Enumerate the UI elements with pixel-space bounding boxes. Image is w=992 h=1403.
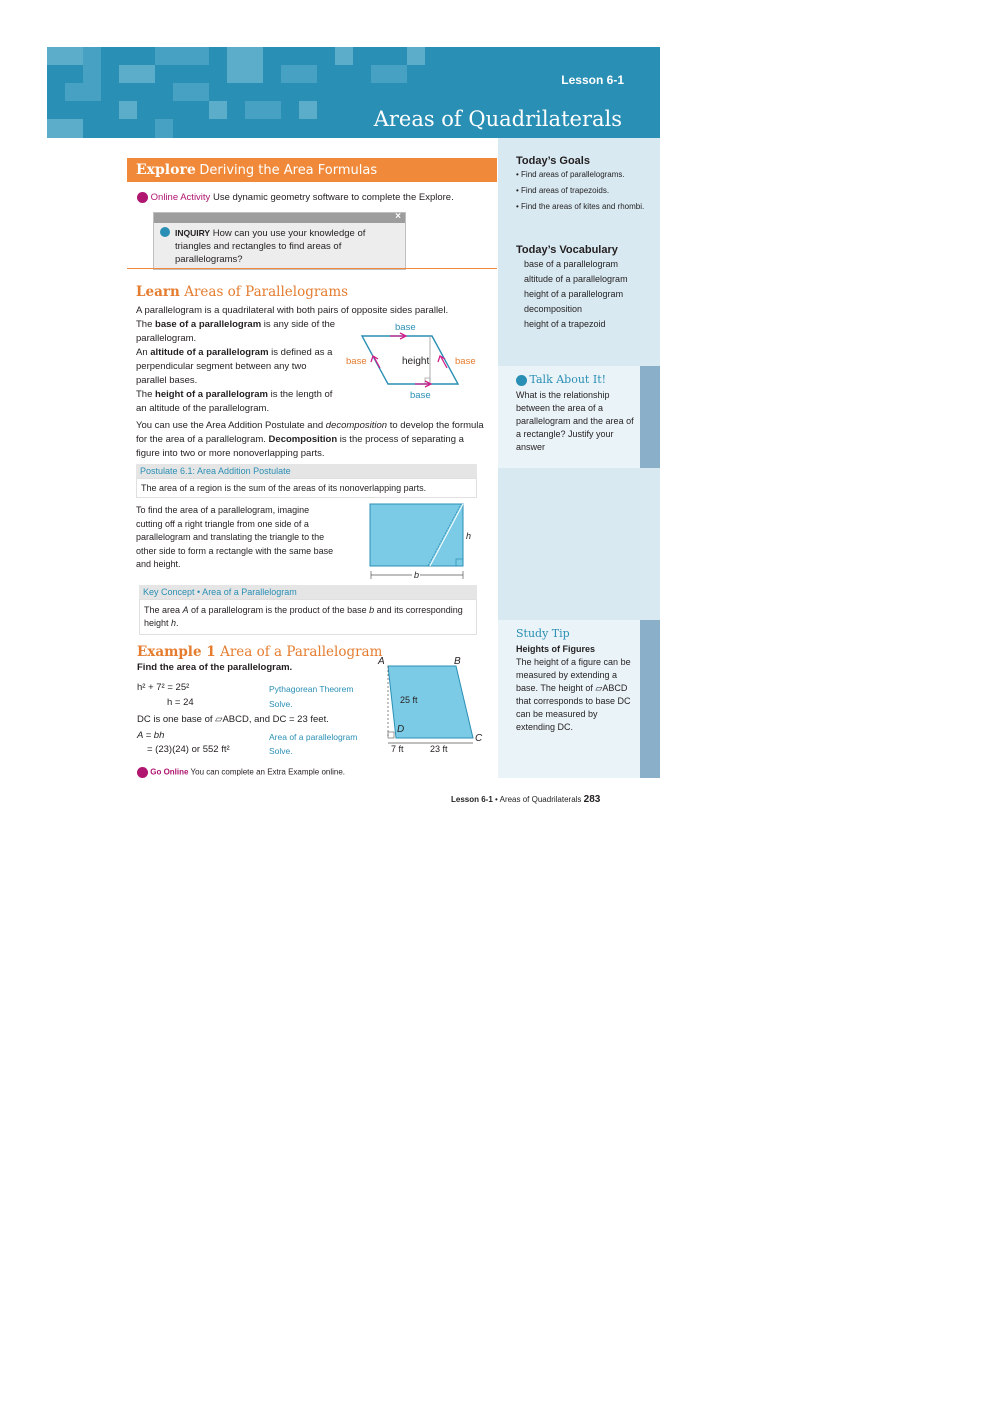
explore-label: Explore xyxy=(136,162,196,178)
example-solution xyxy=(137,681,387,757)
label-b: b xyxy=(414,570,420,580)
solution-step: h² + 7² = 25² Pythagorean Theorem xyxy=(137,682,354,694)
label-base-left: base xyxy=(346,356,367,367)
learn-intro: A parallelogram is a quadrilateral with both pairs of opposite sides parallel. xyxy=(136,305,449,316)
goal-item: • Find areas of parallelograms. xyxy=(516,170,625,179)
goals-title: Today’s Goals xyxy=(516,155,590,167)
vocab-item[interactable]: altitude of a parallelogram xyxy=(524,274,628,284)
learn-label: Learn xyxy=(136,284,180,300)
go-online-icon xyxy=(137,767,148,778)
study-tip-text: The height of a figure can be measured by extending a base. The height of ▱ABCD that corresponds to base DC can be measured by extending DC. xyxy=(516,657,631,732)
online-activity-text: Use dynamic geometry software to complete the Explore. xyxy=(212,192,454,203)
go-online-label[interactable]: Go Online xyxy=(150,767,189,777)
vocab-title: Today’s Vocabulary xyxy=(516,244,618,256)
arrow-icon xyxy=(415,381,431,387)
todays-vocabulary xyxy=(516,244,656,332)
online-activity[interactable] xyxy=(137,191,507,205)
learn-header xyxy=(136,283,348,301)
label-h: h xyxy=(466,531,472,541)
online-activity-icon xyxy=(137,192,148,203)
key-concept-heading: Key Concept • Area of a Parallelogram xyxy=(139,585,477,599)
online-activity-label[interactable]: Online Activity xyxy=(150,192,211,203)
decomposition-paragraph: You can use the Area Addition Postulate and decomposition to develop the formula for the area of a parallelogram. Decomposition is the process of separating a figure into two or more nonoverlapping parts. xyxy=(136,420,484,459)
study-tip-heading: Heights of Figures xyxy=(516,644,596,654)
close-icon[interactable]: × xyxy=(395,211,401,222)
postulate-box xyxy=(136,464,477,498)
find-area-text: To find the area of a parallelogram, imagine cutting off a right triangle from one side of a parallelogram and translating the triangle to the other side to form a rectangle with the same base and height. xyxy=(136,505,334,569)
goal-item: • Find the areas of kites and rhombi. xyxy=(516,202,645,211)
talk-about-it-heading: Talk About It! xyxy=(516,373,636,387)
postulate-body: The area of a region is the sum of the areas of its nonoverlapping parts. xyxy=(136,478,477,498)
solution-step: A = bh Area of a parallelogram xyxy=(137,730,358,742)
explore-header xyxy=(127,158,497,182)
example-prompt: Find the area of the parallelogram. xyxy=(137,662,293,673)
arrow-icon xyxy=(390,333,406,339)
side-length-label: 25 ft xyxy=(400,695,418,705)
page-title: Areas of Quadrilaterals xyxy=(373,107,622,131)
key-concept-box xyxy=(139,585,477,635)
segment-7-label: 7 ft xyxy=(391,744,404,754)
vertex-d: D xyxy=(397,724,405,735)
talk-about-it xyxy=(516,373,636,454)
definition-height: The height of a parallelogram is the length of an altitude of the parallelogram. xyxy=(136,389,333,414)
inquiry-content xyxy=(160,227,396,266)
inquiry-titlebar xyxy=(154,213,405,223)
lesson-banner xyxy=(47,47,660,138)
vertex-b: B xyxy=(454,656,461,667)
explore-title: Deriving the Area Formulas xyxy=(199,163,378,178)
inquiry-box xyxy=(153,212,406,270)
talk-about-it-bar xyxy=(640,366,660,468)
solution-step: DC is one base of ▱ABCD, and DC = 23 feet. xyxy=(137,714,329,725)
vocab-item[interactable]: height of a trapezoid xyxy=(524,319,606,329)
sidebar xyxy=(498,138,660,778)
vertex-a: A xyxy=(378,656,385,667)
todays-goals xyxy=(516,155,646,213)
vocab-item[interactable]: base of a parallelogram xyxy=(524,259,619,269)
example-header xyxy=(137,643,382,661)
inquiry-text: INQUIRY How can you use your knowledge of triangles and rectangles to find areas of parallelograms? xyxy=(175,228,366,265)
section-divider xyxy=(127,268,497,269)
solution-step: = (23)(24) or 552 ft² Solve. xyxy=(147,744,293,756)
page-footer: Lesson 6-1 • Areas of Quadrilaterals 283 xyxy=(451,794,601,805)
label-base-right: base xyxy=(455,356,476,367)
lesson-number: Lesson 6-1 xyxy=(561,73,624,87)
speech-bubble-icon xyxy=(516,375,527,386)
study-tip-title: Study Tip xyxy=(516,627,570,640)
talk-about-it-text: What is the relationship between the area of a parallelogram and the area of a rectangle? Justify your answer xyxy=(516,390,634,452)
definition-altitude: An altitude of a parallelogram is defined as a perpendicular segment between any two parallel bases. xyxy=(136,347,333,386)
right-angle-mark xyxy=(388,732,394,738)
vocab-item[interactable]: decomposition xyxy=(524,304,583,314)
example-parallelogram-figure xyxy=(374,652,490,756)
page-number: 283 xyxy=(583,794,601,805)
footer-title: Areas of Quadrilaterals xyxy=(499,795,582,804)
learn-title: Areas of Parallelograms xyxy=(184,284,349,300)
study-tip-bar xyxy=(640,620,660,778)
study-tip xyxy=(516,627,634,734)
inquiry-icon xyxy=(160,227,170,237)
go-online-text: You can complete an Extra Example online. xyxy=(190,767,346,777)
segment-23-label: 23 ft xyxy=(430,744,448,754)
label-base-top: base xyxy=(395,322,416,333)
learn-definitions xyxy=(136,318,336,416)
label-height: height xyxy=(402,356,430,367)
footer-lesson: Lesson 6-1 xyxy=(451,795,493,804)
example-title: Area of a Parallelogram xyxy=(220,644,383,660)
vertex-c: C xyxy=(475,733,483,744)
example-label: Example 1 xyxy=(137,644,216,660)
decomposition-figure xyxy=(368,502,478,584)
goal-item: • Find areas of trapezoids. xyxy=(516,186,610,195)
rectangle-shape xyxy=(370,504,463,566)
key-concept-body: The area A of a parallelogram is the product of the base b and its corresponding height h. xyxy=(139,599,477,635)
parallelogram-diagram xyxy=(340,318,490,404)
label-base-bottom: base xyxy=(410,390,431,401)
postulate-heading: Postulate 6.1: Area Addition Postulate xyxy=(136,464,477,478)
solution-step: h = 24 Solve. xyxy=(167,697,293,709)
definition-base: The base of a parallelogram is any side of the parallelogram. xyxy=(136,319,336,344)
go-online[interactable] xyxy=(137,767,345,778)
vocab-item[interactable]: height of a parallelogram xyxy=(524,289,624,299)
